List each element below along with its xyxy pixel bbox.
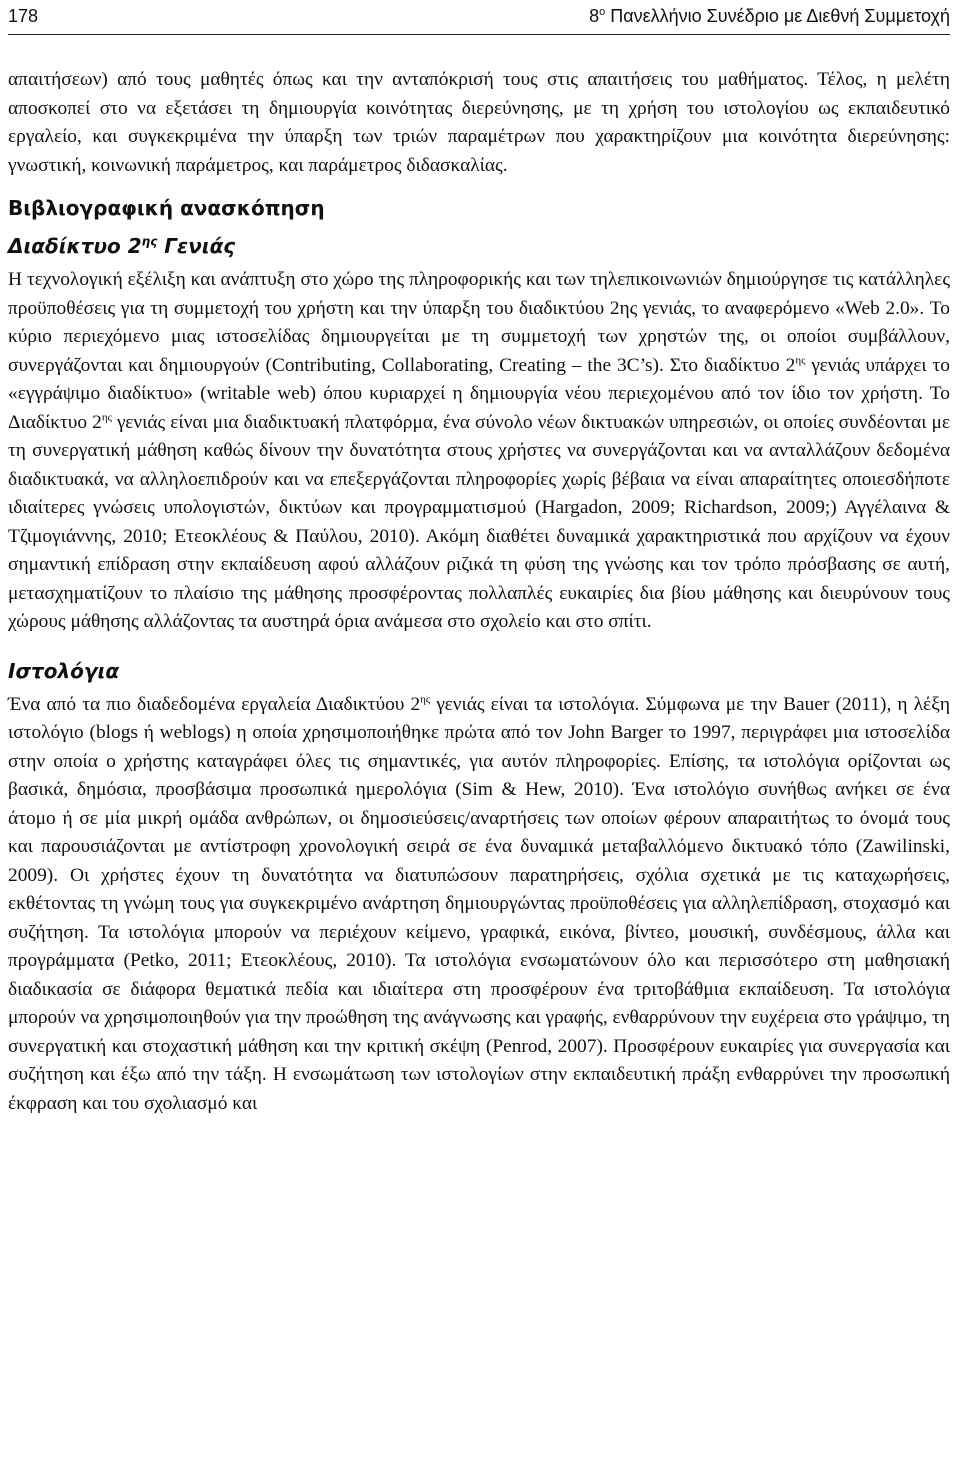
- ordinal-sup: ης: [795, 354, 806, 367]
- page-number: 178: [8, 6, 39, 26]
- conference-title: [589, 6, 950, 27]
- conference-ordinal: 8: [589, 6, 600, 26]
- subsection-heading-blogs: Ιστολόγια: [8, 658, 120, 683]
- conference-ordinal-sup: ο: [599, 6, 606, 18]
- paragraph-blogs: [8, 691, 950, 1119]
- subsection-title-part: Διαδίκτυο 2: [8, 234, 142, 258]
- conference-name: Πανελλήνιο Συνέδριο με Διεθνή Συμμετοχή: [605, 6, 950, 26]
- section-heading: Βιβλιογραφική ανασκόπηση: [8, 196, 325, 220]
- paragraph-web20: [8, 266, 950, 637]
- running-header: [8, 2, 950, 35]
- paragraph-text: Ένα από τα πιο διαδεδομένα εργαλεία Διαδικτύου 2: [8, 693, 421, 715]
- subsection-title-sup: ης: [141, 234, 158, 249]
- body-text: [8, 66, 950, 1118]
- paragraph-text: γενιάς είναι τα ιστολόγια. Σύμφωνα με την Bauer (2011), η λέξη ιστολόγιο (blogs ή weblogs) η οποία χρησιμοποιήθηκε πρώτα από τον John Barger το 1997, περιγράφει μια ιστοσελίδα στην οποία ο χρήστης καταγράφει όλες τις σημαντικές, για αυτόν πληροφορίες. Επίσης, τα ιστολόγια ορίζονται ως βασικά, δημόσια, προσβάσιμα προσωπικά ημερολόγια (Sim & Hew, 2010). Ένα ιστολόγιο συνήθως ανήκει σε ένα άτομο ή σε μία μικρή ομάδα ανθρώπων, οι δημοσιεύσεις/αναρτήσεις των οποίων φέρουν απαραιτήτως το όνομά τους και παρουσιάζονται με αντίστροφη χρονολογική σειρά σε ένα δυναμικά μεταβαλλόμενο δικτυακό τόπο (Zawilinski, 2009). Οι χρήστες έχουν τη δυνατότητα να διατυπώσουν παρατηρήσεις, σχόλια σχετικά με τις καταχωρήσεις, εκθέτοντας τη γνώμη τους για συγκεκριμένο ανάρτηση δημιουργώντας προϋποθέσεις για αλληλεπίδραση, στοχασμό και συζήτηση. Τα ιστολόγια μπορούν να περιέχουν κείμενο, γραφικά, εικόνα, βίντεο, μουσική, συνδέσμους, άλλα και προγράμματα (Petko, 2011; Ετεοκλέους, 2010). Τα ιστολόγια ενσωματώνουν όλο και περισσότερο στη μαθησιακή διαδικασία σε διάφορα θεματικά πεδία και ιδιαίτερα στη προσφέρουν ένα τριτοβάθμια εκπαίδευση. Τα ιστολόγια μπορούν να χρησιμοποιηθούν για την προώθηση της ανάγνωσης και γραφής, ενθαρρύνουν την ευχέρεια στο γράψιμο, τη συνεργατική και στοχαστική μάθηση και την κριτική σκέψη (Penrod, 2007). Προσφέρουν ευκαιρίες για συνεργασία και συζήτηση και έξω από την τάξη. Η ενσωμάτωση των ιστολογίων στην εκπαιδευτική πράξη ενθαρρύνει την προσωπική έκφραση και του σχολιασμό και: [8, 693, 950, 1114]
- subsection-heading-web20: [8, 232, 950, 260]
- paragraph-text: Η τεχνολογική εξέλιξη και ανάπτυξη στο χώρο της πληροφορικής και των τηλεπικοινωνιών δημιούργησε τις κατάλληλες προϋποθέσεις για τη συμμετοχή του χρήστη και την ύπαρξη του διαδικτύου 2ης γενιάς, το αναφερόμενο «Web 2.0». Το κύριο περιεχόμενο μιας ιστοσελίδας δημιουργείται με τη συμμετοχή των χρηστών της, οι οποίοι συμβάλλουν, συνεργάζονται και δημιουργούν (Contributing, Collaborating, Creating – the 3C’s). Στο διαδίκτυο 2: [8, 269, 950, 376]
- paragraph-text: γενιάς υπάρχει το «εγγράψιμο διαδίκτυο» (writable web) όπου κυριαρχεί η δημιουργία νέου περιεχομένου από τον ίδιο τον χρήστη. Το Διαδίκτυο 2: [8, 354, 950, 433]
- subsection-title-part: Γενιάς: [157, 234, 236, 258]
- intro-paragraph: απαιτήσεων) από τους μαθητές όπως και την ανταπόκρισή τους στις απαιτήσεις του μαθήματος. Τέλος, η μελέτη αποσκοπεί στο να εξετάσει τη δημιουργία κοινότητας διερεύνησης, με τη χρήση του ιστολογίου ως εκπαιδευτικό εργαλείο, και συγκεκριμένα την ύπαρξη των τριών παραμέτρων που χαρακτηρίζουν μια κοινότητα διερεύνησης: γνωστική, κοινωνική παράμετρος, και παράμετρος διδασκαλίας.: [8, 69, 950, 176]
- ordinal-sup: ης: [101, 411, 112, 424]
- paragraph-text: γενιάς είναι μια διαδικτυακή πλατφόρμα, ένα σύνολο νέων δικτυακών υπηρεσιών, οι οποίες συνδέονται με τη συνεργατική μάθηση καθώς δίνουν την δυνατότητα στους χρήστες να συνεργάζονται και να ανταλλάζουν δεδομένα διαδικτυακά, να αλληλοεπιδρούν και να επεξεργάζονται πληροφορίες χωρίς βέβαια να είναι απαραίτητες οποιεσδήποτε ιδιαίτερες γνώσεις υπολογιστών, δικτύων και προγραμματισμού (Hargadon, 2009; Richardson, 2009;) Αγγέλαινα & Τζιμογιάννης, 2010; Ετεοκλέους & Παύλου, 2010). Ακόμη διαθέτει δυναμικά χαρακτηριστικά που αρχίζουν να έχουν σημαντική επίδραση στην εκπαίδευση αφού αλλάζουν ριζικά τη φύση της γνώσης και τον τρόπο πρόσβασης σε αυτή, μετασχηματίζουν το πλαίσιο της μάθησης προσφέροντας πολλαπλές ευκαιρίες δια βίου μάθησης και διευρύνουν τους χώρους μάθησης αλλάζοντας τα αυστηρά όρια ανάμεσα στο σχολείο και στο σπίτι.: [8, 411, 950, 632]
- ordinal-sup: ης: [420, 693, 431, 706]
